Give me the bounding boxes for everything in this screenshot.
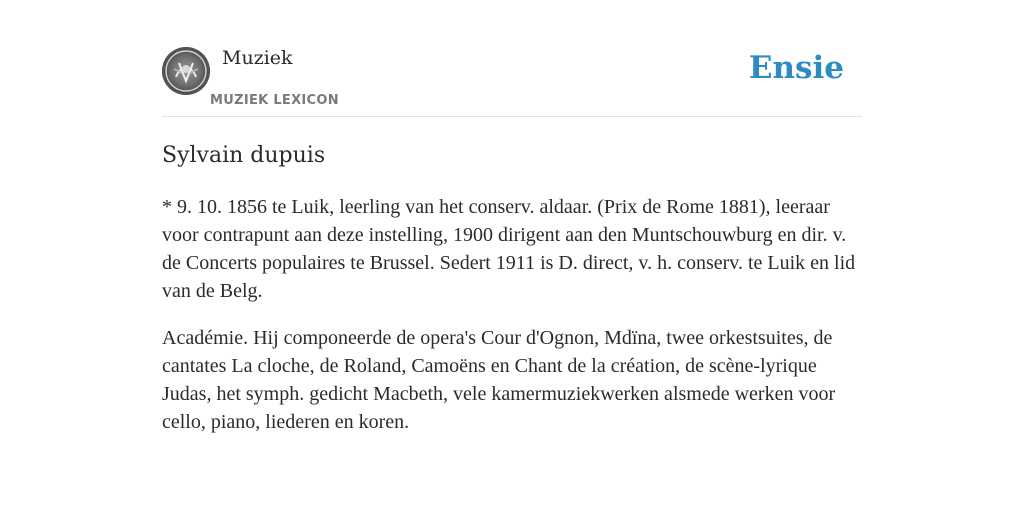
brand-logo-link[interactable]: Ensie xyxy=(748,50,844,86)
article-paragraph: * 9. 10. 1856 te Luik, leerling van het conserv. aldaar. (Prix de Rome 1881), leeraar voor contrapunt aan deze instelling, 1900 dirigent aan den Muntschouwburg en dir. v. de Concerts populaires te Brussel. Sedert 1911 is D. direct, v. h. conserv. te Luik en lid van de Belg. xyxy=(162,196,856,302)
article-title: Sylvain dupuis xyxy=(162,143,326,168)
article-body xyxy=(162,193,862,436)
article-paragraph: Académie. Hij componeerde de opera's Cour d'Ognon, Mdïna, twee orkestsuites, de cantates La cloche, de Roland, Camoëns en Chant de la création, de scène-lyrique Judas, het symph. gedicht Macbeth, vele kamermuziekwerken alsmede werken voor cello, piano, liederen en koren. xyxy=(162,327,836,433)
page-header xyxy=(162,0,862,117)
page-container xyxy=(162,0,862,436)
category-title[interactable]: Muziek xyxy=(222,47,293,69)
music-emblem-icon[interactable] xyxy=(162,47,210,95)
category-subtitle: MUZIEK LEXICON xyxy=(210,93,339,108)
